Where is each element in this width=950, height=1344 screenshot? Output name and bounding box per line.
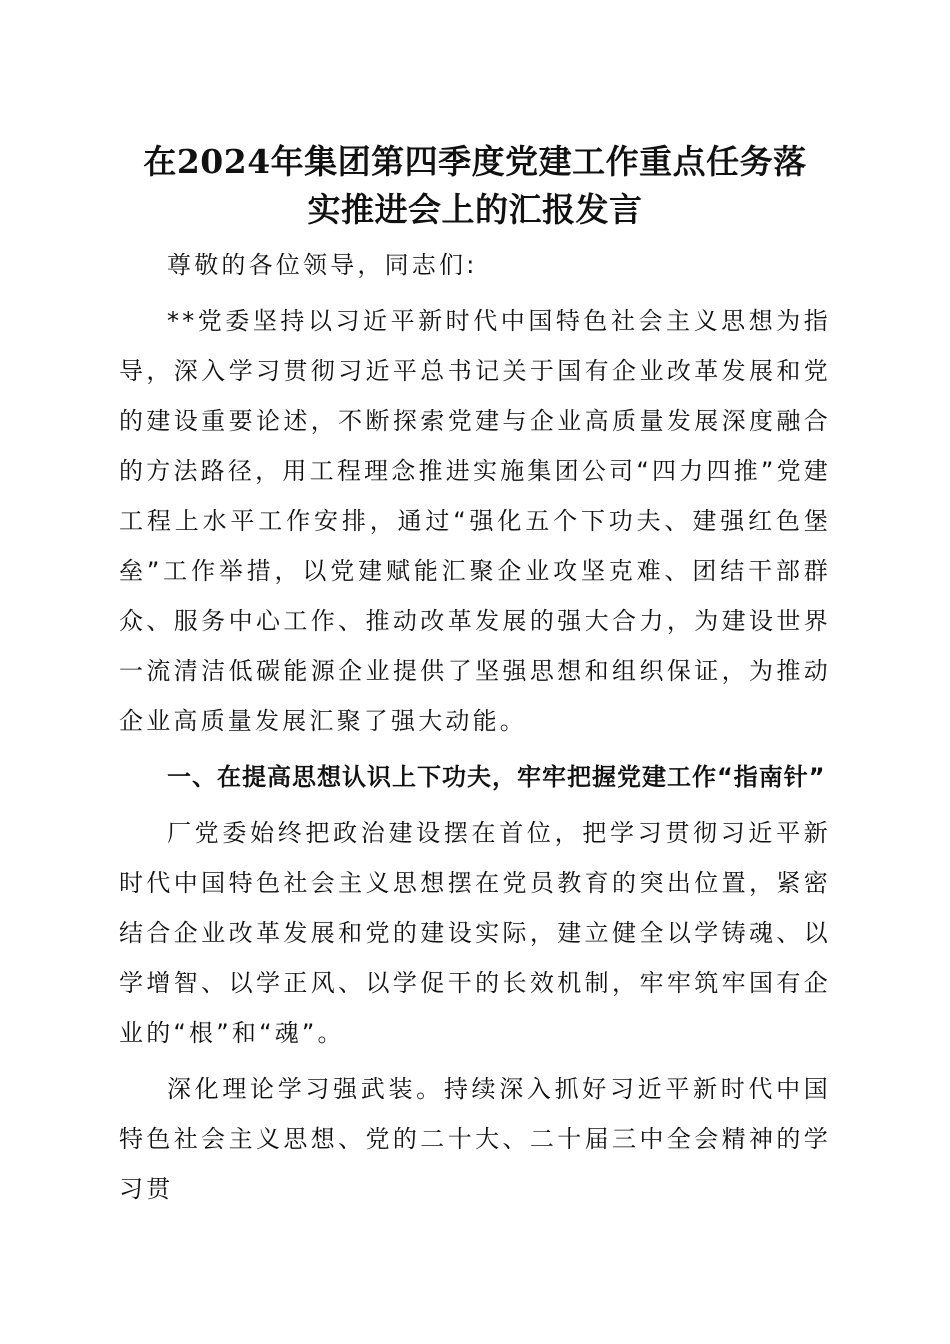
document-title bbox=[119, 138, 831, 234]
section-1-paragraph-1: 厂党委始终把政治建设摆在首位，把学习贯彻习近平新时代中国特色社会主义思想摆在党员教育的突出位置，紧密结合企业改革发展和党的建设实际，建立健全以学铸魂、以学增智、以学正风、以学促干的长效机制，牢牢筑牢国有企业的“根”和“魂”。 bbox=[119, 819, 831, 1047]
title-line-1: 在2024年集团第四季度党建工作重点任务落 bbox=[143, 142, 807, 181]
section-1-heading: 一、在提高思想认识上下功夫，牢牢把握党建工作“指南针” bbox=[167, 763, 826, 791]
document-page bbox=[119, 138, 831, 1214]
salutation: 尊敬的各位领导，同志们: bbox=[167, 251, 478, 279]
section-1-paragraph-2: 深化理论学习强武装。持续深入抓好习近平新时代中国特色社会主义思想、党的二十大、二十届三中全会精神的学习贯 bbox=[119, 1075, 831, 1203]
intro-paragraph: **党委坚持以习近平新时代中国特色社会主义思想为指导，深入学习贯彻习近平总书记关于国有企业改革发展和党的建设重要论述，不断探索党建与企业高质量发展深度融合的方法路径，用工程理念推进实施集团公司“四力四推”党建工程上水平工作安排，通过“强化五个下功夫、建强红色堡垒”工作举措，以党建赋能汇聚企业攻坚克难、团结干部群众、服务中心工作、推动改革发展的强大合力，为建设世界一流清洁低碳能源企业提供了坚强思想和组织保证，为推动企业高质量发展汇聚了强大动能。 bbox=[119, 307, 831, 735]
title-line-2: 实推进会上的汇报发言 bbox=[307, 190, 643, 229]
